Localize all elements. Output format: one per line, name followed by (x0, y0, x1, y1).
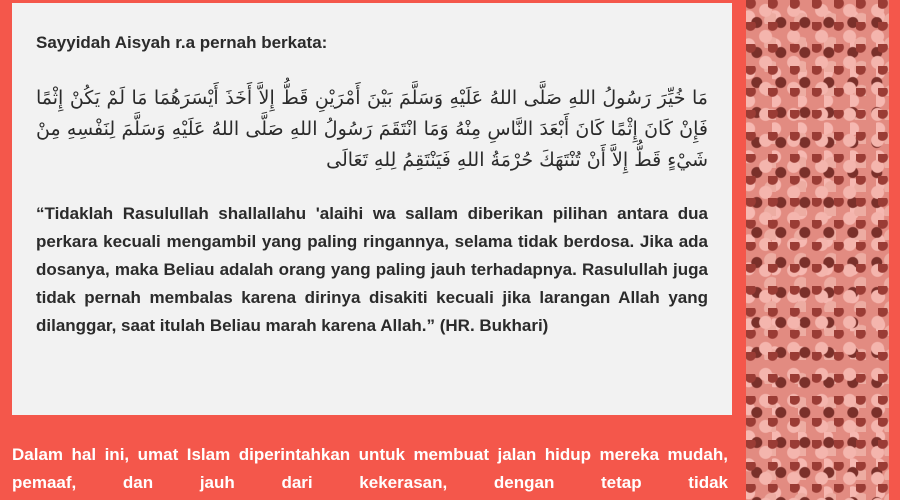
crowd-photo (746, 0, 889, 500)
photo-red-overlay (746, 0, 889, 500)
quote-intro: Sayyidah Aisyah r.a pernah berkata: (36, 33, 328, 52)
arabic-hadith-text: مَا خُيِّرَ رَسُولُ اللهِ صَلَّى اللهُ عَلَيْهِ وَسَلَّمَ بَيْنَ أَمْرَيْنِ قَطُّ إِلاَّ أَخَذَ أَيْسَرَهُمَا مَا لَمْ يَكُنْ إِثْمًا فَإِنْ كَانَ إِثْمًا كَانَ أَبْعَدَ النَّاسِ مِنْهُ وَمَا انْتَقَمَ رَسُولُ اللهِ صَلَّى اللهُ عَلَيْهِ وَسَلَّمَ لِنَفْسِهِ مِنْ شَيْءٍ قَطُّ إِلاَّ أَنْ تُنْتَهَكَ حُرْمَةُ اللهِ فَيَنْتَقِمُ لِلهِ تَعَالَى (36, 87, 708, 171)
hadith-translation: “Tidaklah Rasulullah shallallahu 'alaihi wa sallam diberikan pilihan antara dua perkara kecuali mengambil yang paling ringannya, selama tidak berdosa. Jika ada dosanya, maka Beliau adalah orang yang paling jauh terhadapnya. Rasulullah juga tidak pernah membalas karena dirinya disakiti kecuali jika larangan Allah yang dilanggar, saat itulah Beliau marah karena Allah.” (HR. Bukhari) (36, 204, 708, 335)
right-border (889, 0, 900, 500)
conclusion-text: Dalam hal ini, umat Islam diperintahkan untuk membuat jalan hidup mereka mudah, pemaaf, dan jauh dari kekerasan, dengan tetap tidak (12, 445, 728, 492)
quote-card (12, 3, 732, 415)
